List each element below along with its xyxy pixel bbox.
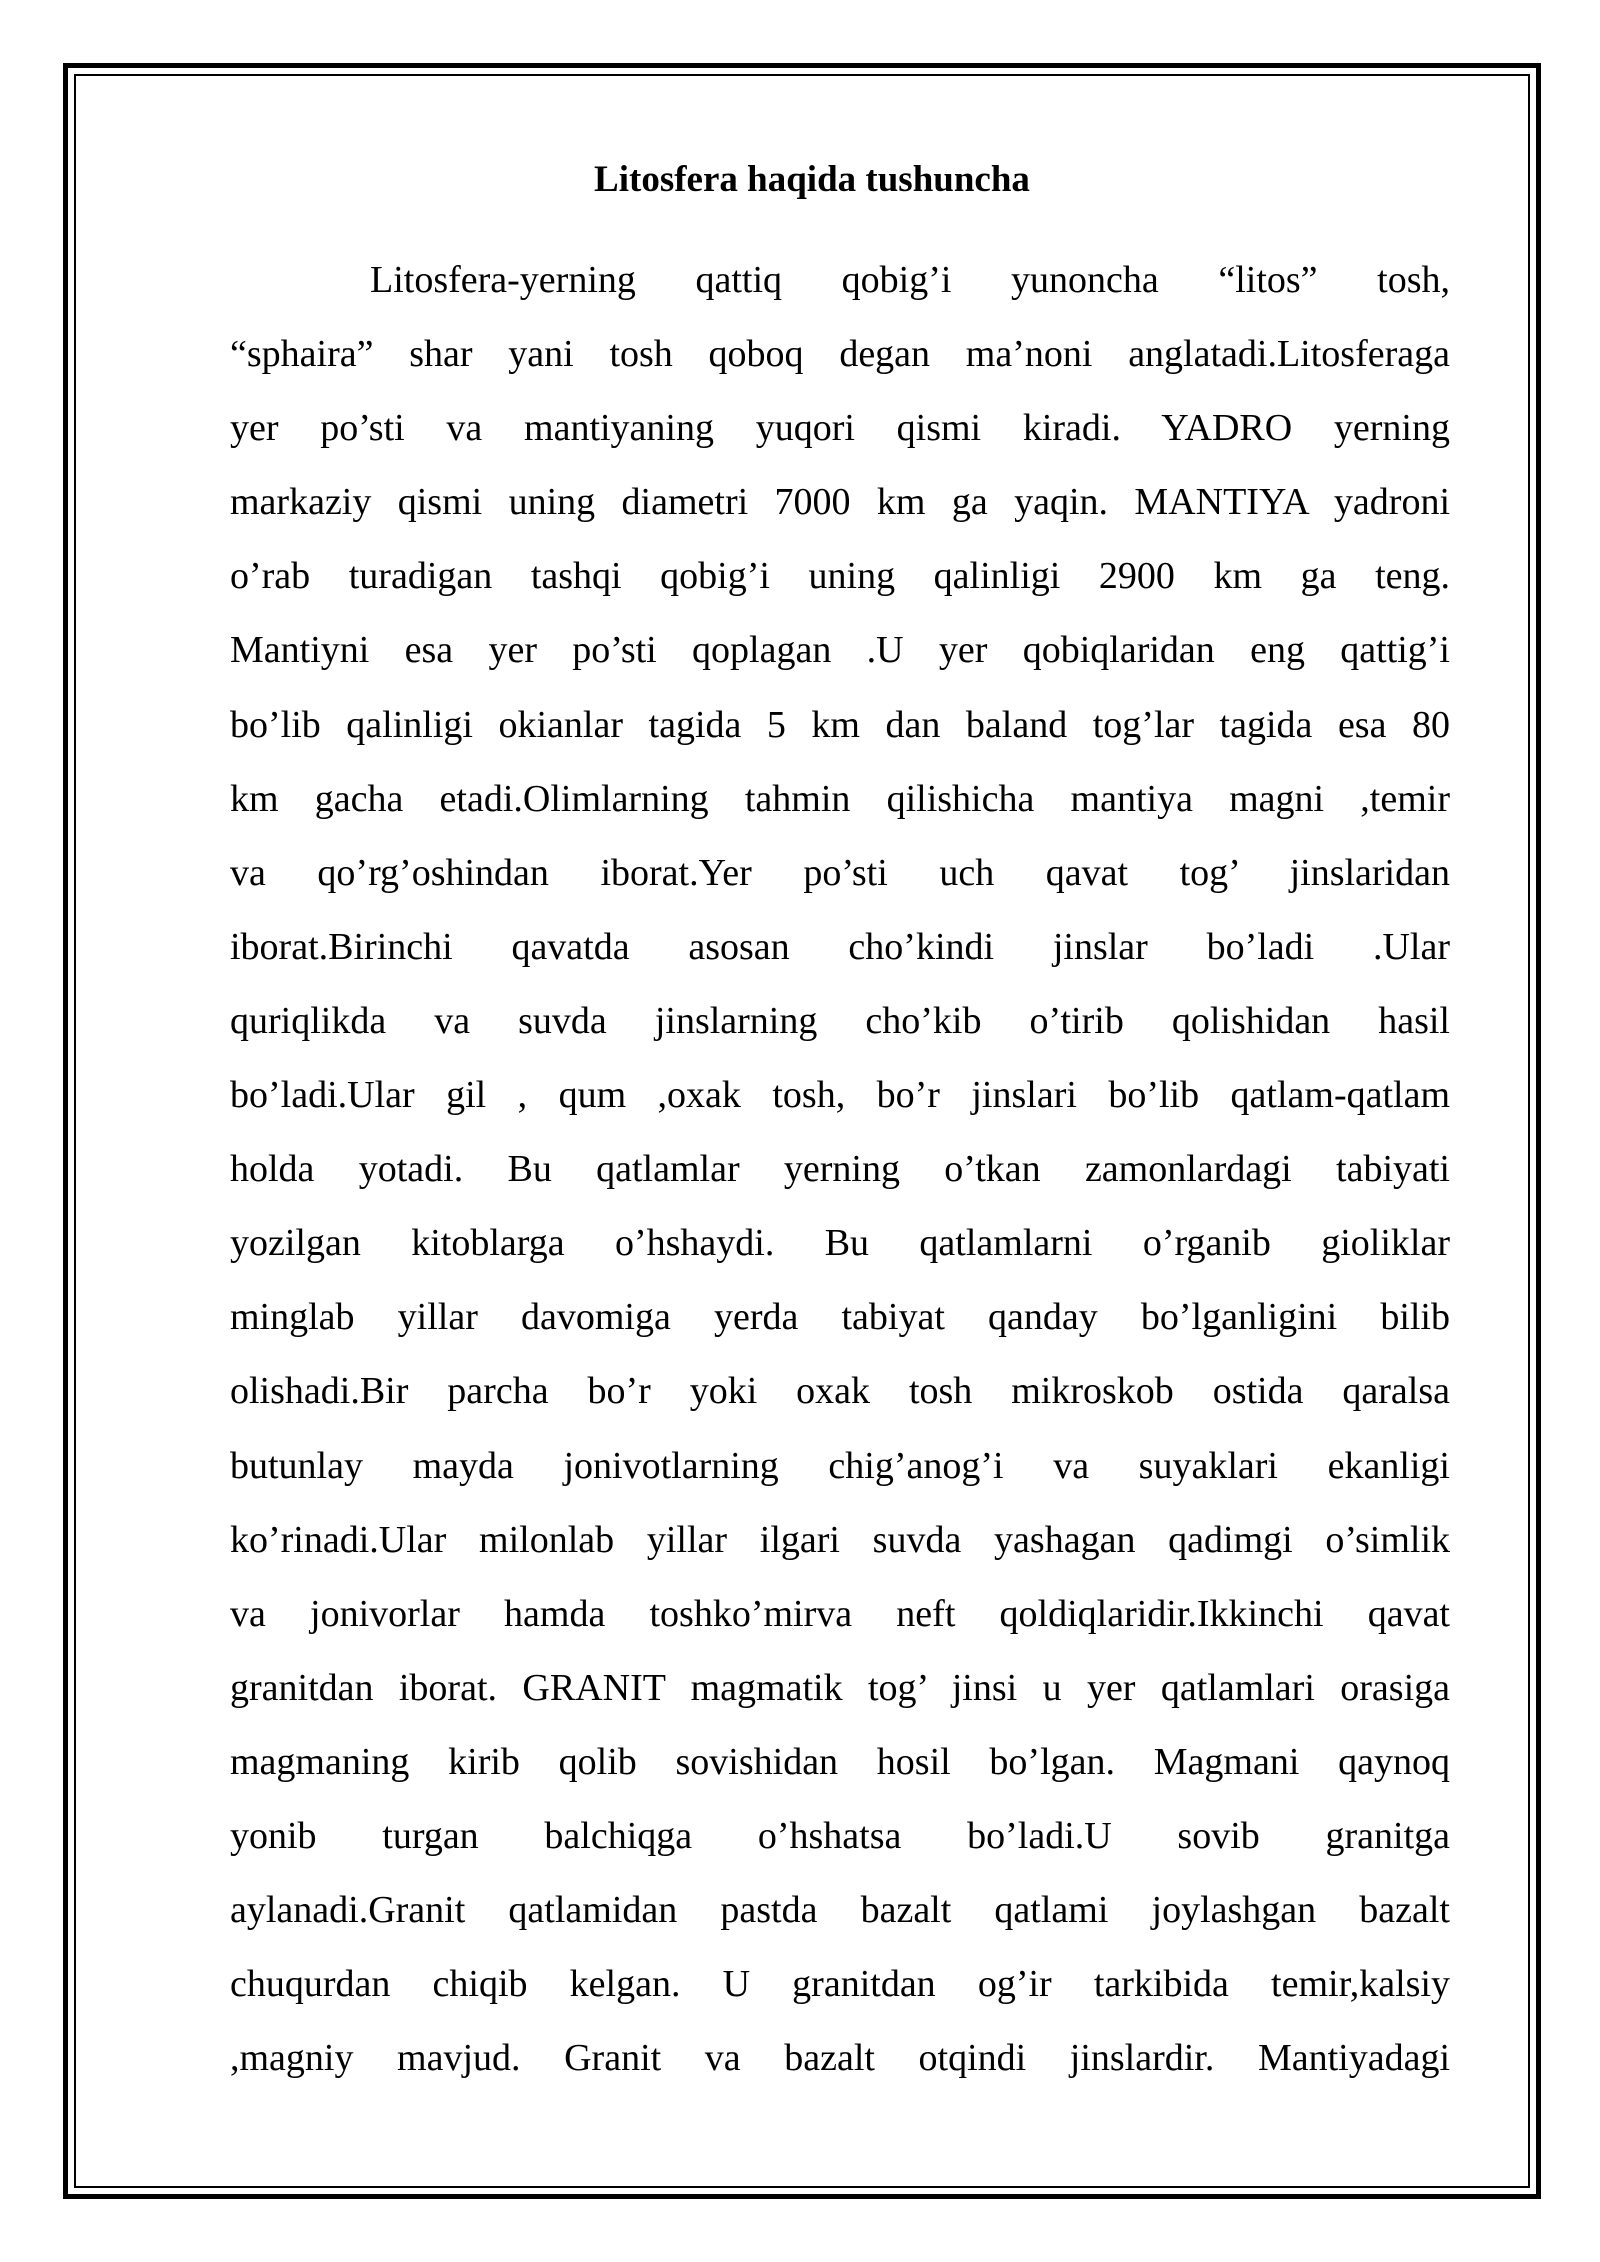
body-line: granitdan iborat. GRANIT magmatik tog’ jinsi u yer qatlamlari orasiga bbox=[230, 1666, 1450, 1709]
body-line: Litosfera-yerning qattiq qobig’i yunoncha “litos” tosh, bbox=[370, 259, 1450, 301]
document-title bbox=[0, 158, 1600, 202]
body-line: va jonivorlar hamda toshko’mirva neft qoldiqlaridir.Ikkinchi qavat bbox=[230, 1592, 1450, 1635]
body-line: va qo’rg’oshindan iborat.Yer po’sti uch qavat tog’ jinslaridan bbox=[230, 851, 1450, 894]
body-line: quriqlikda va suvda jinslarning cho’kib o’tirib qolishidan hasil bbox=[230, 999, 1450, 1042]
body-line: o’rab turadigan tashqi qobig’i uning qalinligi 2900 km ga teng. bbox=[230, 555, 1450, 598]
body-line: yer po’sti va mantiyaning yuqori qismi kiradi. YADRO yerning bbox=[230, 407, 1450, 450]
body-line: butunlay mayda jonivotlarning chig’anog’i va suyaklari ekanligi bbox=[230, 1444, 1450, 1487]
body-line: iborat.Birinchi qavatda asosan cho’kindi jinslar bo’ladi .Ular bbox=[230, 925, 1450, 968]
body-line: bo’ladi.Ular gil , qum ,oxak tosh, bo’r jinslari bo’lib qatlam-qatlam bbox=[230, 1074, 1450, 1117]
body-line: yonib turgan balchiqga o’hshatsa bo’ladi.U sovib granitga bbox=[230, 1814, 1450, 1857]
body-line: chuqurdan chiqib kelgan. U granitdan og’ir tarkibida temir,kalsiy bbox=[230, 1963, 1450, 2006]
body-line: holda yotadi. Bu qatlamlar yerning o’tkan zamonlardagi tabiyati bbox=[230, 1148, 1450, 1191]
body-line: bo’lib qalinligi okianlar tagida 5 km dan baland tog’lar tagida esa 80 bbox=[230, 703, 1450, 746]
body-line: yozilgan kitoblarga o’hshaydi. Bu qatlamlarni o’rganib gioliklar bbox=[230, 1222, 1450, 1265]
body-line: “sphaira” shar yani tosh qoboq degan ma’noni anglatadi.Litosferaga bbox=[230, 333, 1450, 376]
body-line: olishadi.Bir parcha bo’r yoki oxak tosh mikroskob ostida qaralsa bbox=[230, 1370, 1450, 1413]
document-body bbox=[230, 243, 1450, 2095]
body-line: minglab yillar davomiga yerda tabiyat qanday bo’lganligini bilib bbox=[230, 1296, 1450, 1339]
body-line: km gacha etadi.Olimlarning tahmin qilishicha mantiya magni ,temir bbox=[230, 777, 1450, 820]
body-line: aylanadi.Granit qatlamidan pastda bazalt qatlami joylashgan bazalt bbox=[230, 1889, 1450, 1932]
body-line: magmaning kirib qolib sovishidan hosil bo’lgan. Magmani qaynoq bbox=[230, 1740, 1450, 1783]
body-line: ,magniy mavjud. Granit va bazalt otqindi jinslardir. Mantiyadagi bbox=[230, 2037, 1450, 2080]
body-line: markaziy qismi uning diametri 7000 km ga yaqin. MANTIYA yadroni bbox=[230, 481, 1450, 524]
body-line: Mantiyni esa yer po’sti qoplagan .U yer qobiqlaridan eng qattig’i bbox=[230, 629, 1450, 672]
body-line: ko’rinadi.Ular milonlab yillar ilgari suvda yashagan qadimgi o’simlik bbox=[230, 1518, 1450, 1561]
document-title-text: Litosfera haqida tushuncha bbox=[594, 159, 1030, 200]
